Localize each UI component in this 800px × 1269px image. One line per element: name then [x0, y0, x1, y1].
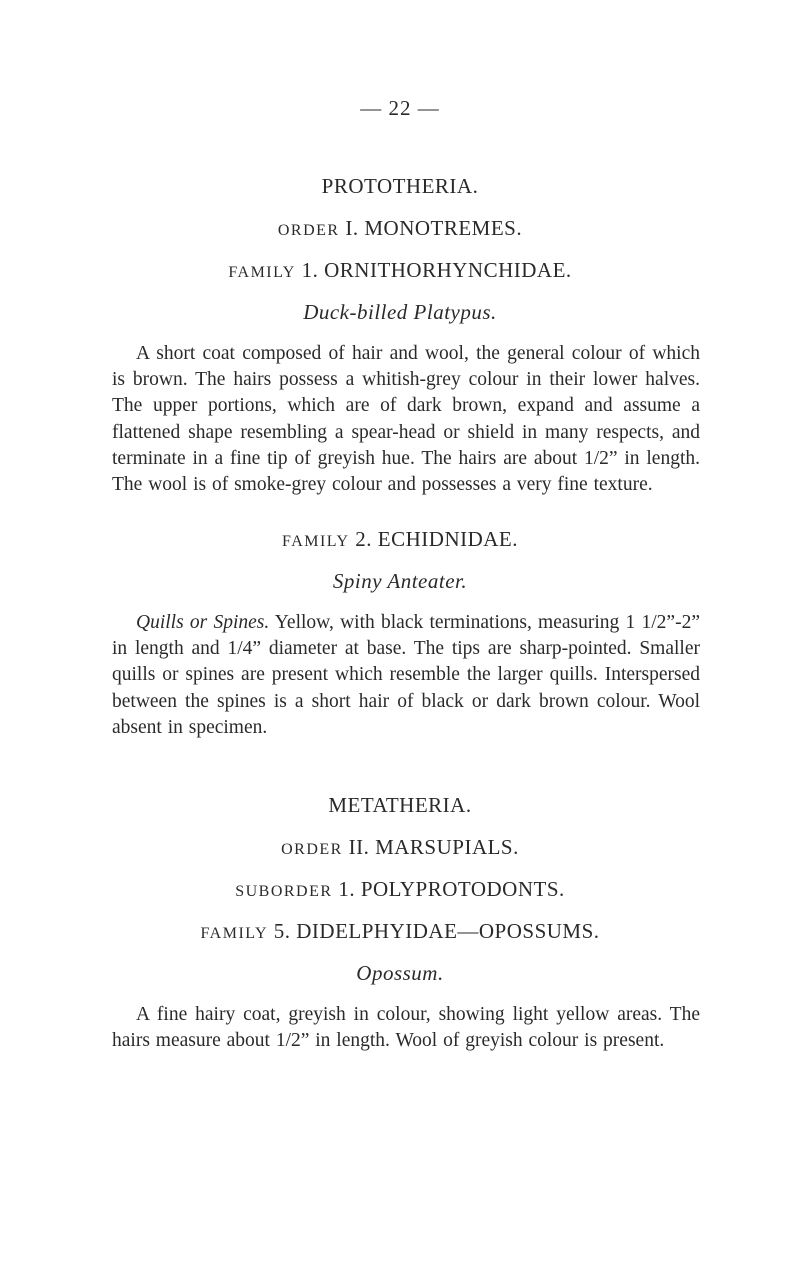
family-text: 1. ORNITHORHYNCHIDAE.	[295, 258, 572, 282]
order-heading-marsupials	[0, 835, 800, 860]
species-heading-anteater: Spiny Anteater.	[332, 569, 468, 593]
species-heading-opossum: Opossum.	[356, 961, 444, 985]
platypus-description	[112, 341, 700, 498]
order-text: I. MONOTREMES.	[339, 216, 523, 240]
class-heading-metatheria: METATHERIA.	[328, 793, 472, 817]
anteater-description	[112, 610, 700, 741]
suborder-text: 1. POLYPROTODONTS.	[332, 877, 565, 901]
order-heading-monotremes	[0, 216, 800, 241]
class-heading-prototheria: PROTOTHERIA.	[321, 174, 479, 198]
suborder-prefix: SUBORDER	[235, 883, 333, 900]
page-number: — 22 —	[360, 96, 440, 120]
family-prefix: FAMILY	[228, 264, 296, 281]
anteater-text: Yellow, with black terminations, measuring 1 1/2”-2” in length and 1/4” diameter at base. The tips are sharp-pointed. Smaller quills or spines are present which resemble the larger quills. Interspersed between the spines is a short hair of black or dark brown colour. Wool absent in specimen.	[112, 612, 700, 738]
platypus-text: A short coat composed of hair and wool, the general colour of which is brown. The hairs possess a whitish-grey colour in their lower halves. The upper portions, which are of dark brown, expand and assume a flattened shape resembling a spear-head or shield in many respects, and terminate in a fine tip of greyish hue. The hairs are about 1/2” in length. The wool is of smoke-grey colour and possesses a very fine texture.	[112, 343, 700, 496]
family-heading-echidnidae	[0, 527, 800, 552]
species-heading-platypus: Duck-billed Platypus.	[303, 300, 497, 324]
family-prefix: FAMILY	[281, 533, 350, 550]
opossum-text: A fine hairy coat, greyish in colour, showing light yellow areas. The hairs measure about 1/2” in length. Wool of greyish colour is present.	[112, 1004, 700, 1052]
family-text: 5. DIDELPHYIDAE—OPOSSUMS.	[268, 919, 600, 943]
order-prefix: ORDER	[277, 222, 340, 239]
opossum-description	[112, 1002, 700, 1054]
quills-lead: Quills or Spines.	[136, 612, 270, 633]
family-heading-ornithorhynchidae	[0, 258, 800, 283]
order-text: II. MARSUPIALS.	[342, 835, 519, 859]
family-heading-didelphyidae	[0, 919, 800, 944]
suborder-heading-polyprotodonts	[0, 877, 800, 902]
family-prefix: FAMILY	[200, 925, 268, 942]
order-prefix: ORDER	[281, 841, 343, 858]
family-text: 2. ECHIDNIDAE.	[349, 527, 519, 551]
